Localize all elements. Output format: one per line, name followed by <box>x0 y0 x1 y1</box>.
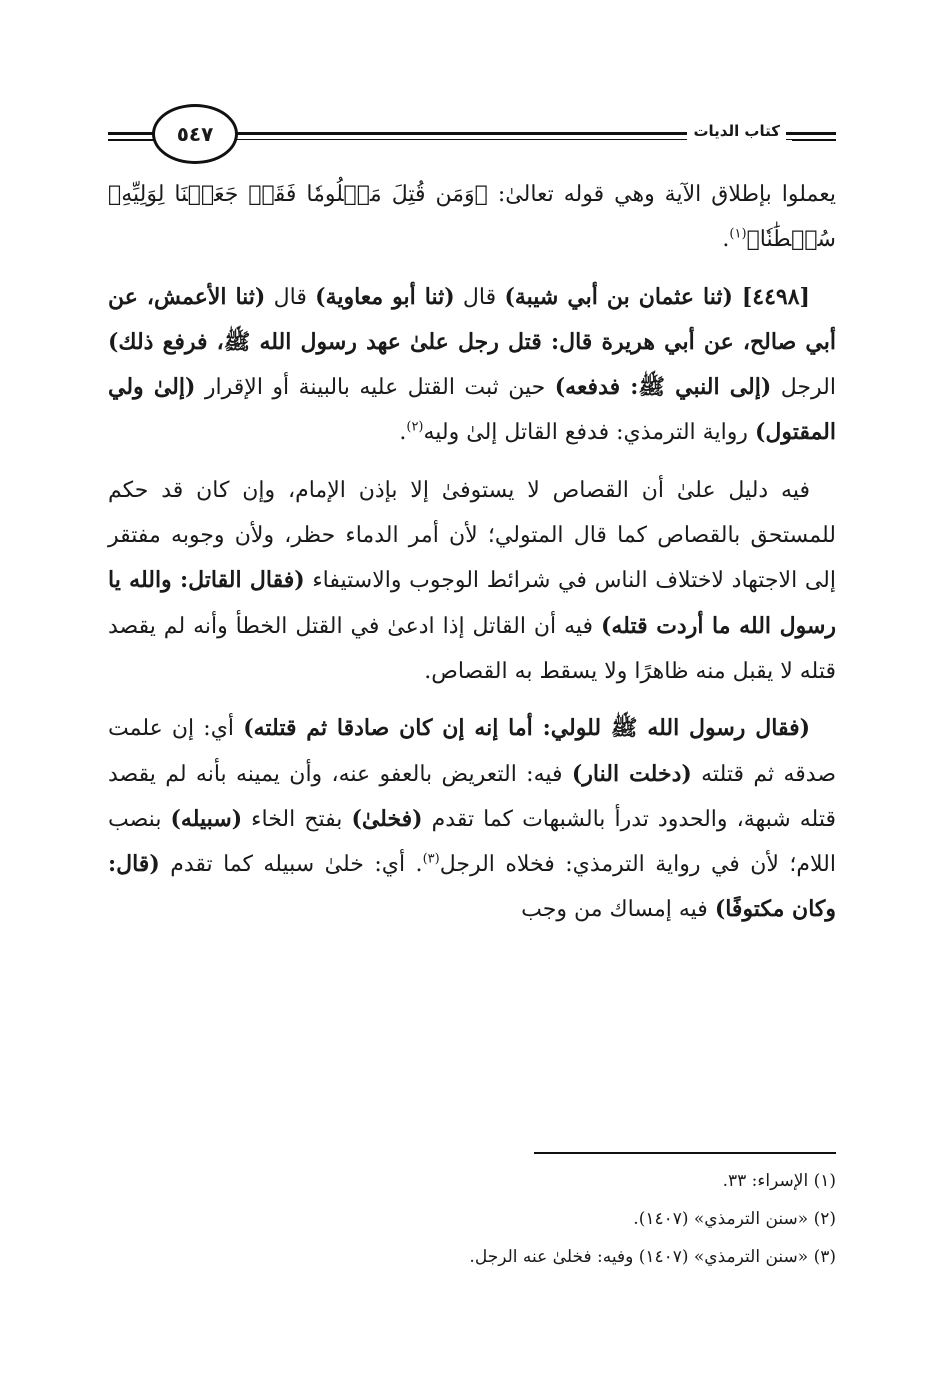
period: . <box>399 420 407 446</box>
commentary-segment: بفتح الخاء <box>242 806 352 832</box>
page-number: ٥٤٧ <box>152 104 238 164</box>
commentary-segment: (سبيله) <box>170 805 243 832</box>
footnote-3: (٣) «سنن الترمذي» (١٤٠٧) وفيه: فخلىٰ عنه الرجل. <box>469 1247 836 1267</box>
hadith-segment: [٤٤٩٨] (ثنا عثمان بن أبي شيبة) <box>504 283 810 310</box>
commentary-segment: (فقال القاتل: والله يا رسول الله ما أردت قتله) <box>108 567 837 639</box>
commentary-segment: (دخلت النار) <box>571 760 692 787</box>
commentary-segment: . أي: خلىٰ سبيله كما تقدم <box>159 852 423 878</box>
commentary-segment: (قال: وكان مكتوفًا) <box>108 851 836 923</box>
hadith-segment: (إلىٰ ولي المقتول) <box>108 374 836 446</box>
running-header <box>108 104 836 160</box>
commentary-segment: (فخلىٰ) <box>351 805 423 832</box>
commentary-segment: فيه: التعريض بالعفو عنه، وأن يمينه بأنه لم يقصد قتله شبهة، والحدود تدرأ بالشبهات كما تقدم <box>108 761 836 832</box>
main-text <box>108 172 836 933</box>
hadith-segment: قال <box>454 284 505 310</box>
commentary-paragraph-1 <box>108 468 836 694</box>
hadith-segment: (ثنا أبو معاوية) <box>315 283 455 310</box>
quran-verse-text: يعملوا بإطلاق الآية وهي قوله تعالىٰ: ﴿وَمَن قُتِلَ مَظۡلُومٗا فَقَدۡ جَعَلۡنَا لِوَلِيِّهِۦ سُلۡطَٰنٗا﴾ <box>108 182 836 253</box>
header-rule-end-right <box>792 130 836 143</box>
hadith-4498 <box>108 275 836 456</box>
hadith-segment: (إلى النبي ﷺ: فدفعه) <box>554 374 772 401</box>
commentary-segment: (فقال رسول الله ﷺ للولي: أما إنه إن كان صادقا ثم قتلته) <box>243 715 810 742</box>
hadith-segment: الرجل <box>771 375 836 401</box>
footnote-separator <box>534 1152 836 1154</box>
footnote-ref-2: (٢) <box>406 420 424 436</box>
hadith-segment: رواية الترمذي: فدفع القاتل إلىٰ وليه <box>423 420 755 446</box>
commentary-segment: فيه دليل علىٰ أن القصاص لا يستوفىٰ إلا بإذن الإمام، وإن كان قد حكم للمستحق بالقصاص كما قال المتولي؛ لأن أمر الدماء حظر، ولأن وجوبه مفتقر إلى الاجتهاد لاختلاف الناس في شرائط الوجوب والاستيفاء <box>108 477 837 594</box>
hadith-segment: قال <box>265 284 316 310</box>
commentary-paragraph-2 <box>108 706 836 932</box>
commentary-segment: فيه أن القاتل إذا ادعىٰ في القتل الخطأ وأنه لم يقصد قتله لا يقبل منه ظاهرًا ولا يسقط به القصاص. <box>108 613 836 684</box>
period: . <box>722 227 730 253</box>
commentary-segment: أي: إن علمت صدقه ثم قتلته <box>108 716 837 787</box>
hadith-segment: حين ثبت القتل عليه بالبينة أو الإقرار <box>195 375 555 401</box>
commentary-segment: بنصب اللام؛ لأن في رواية الترمذي: فخلاه الرجل <box>108 806 836 878</box>
hadith-segment: (ثنا الأعمش، عن أبي صالح، عن أبي هريرة قال: قتل رجل علىٰ عهد رسول الله ﷺ، فرفع ذلك) <box>108 283 836 355</box>
footnote-ref-3: (٣) <box>422 851 440 867</box>
book-title: كتاب الديات <box>687 122 786 140</box>
footnote-2: (٢) «سنن الترمذي» (١٤٠٧). <box>633 1209 836 1229</box>
paragraph-1 <box>108 172 836 263</box>
footnote-ref-1: (١) <box>729 226 747 242</box>
commentary-segment: فيه إمساك من وجب <box>521 897 715 923</box>
footnote-1: (١) الإسراء: ٣٣. <box>722 1171 836 1191</box>
footnotes <box>108 1162 836 1276</box>
